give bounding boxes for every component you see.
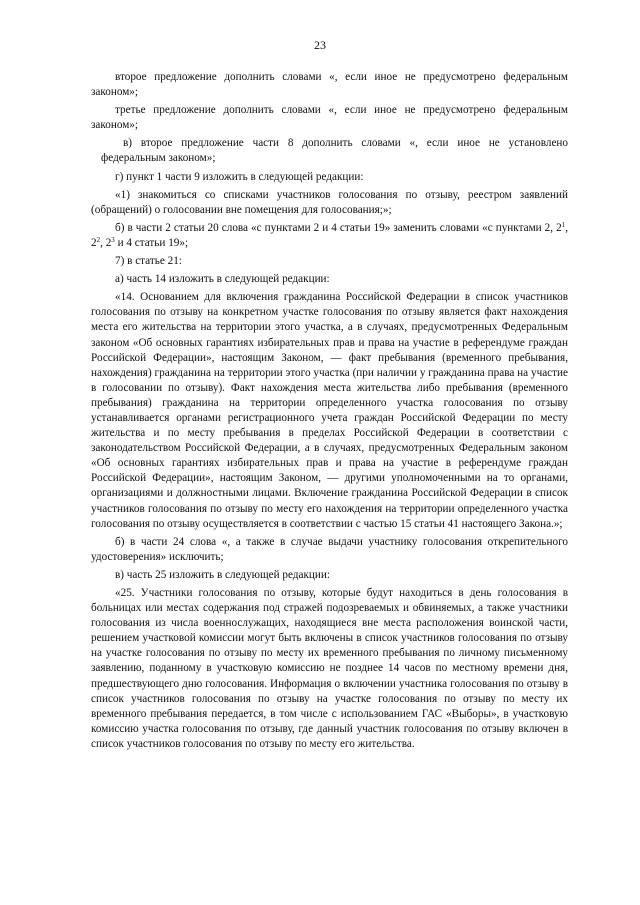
superscript: 3 xyxy=(111,235,115,244)
amendment-text: б) в части 2 статьи 20 слова «с пунктами 2 и 4 статьи 19» заменить словами «с пунктами 2, 2 xyxy=(115,221,562,234)
amendment-text: , 2 xyxy=(100,236,112,249)
paragraph: «1) знакомиться со списками участников голосования по отзыву, реестром заявлений (обращений) о голосовании вне помещения для голосования;»; xyxy=(91,188,568,216)
paragraph: «25. Участники голосования по отзыву, которые будут находиться в день голосования в больницах или местах содержания под стражей подозреваемых и обвиняемых, а также участники голосования из числа военнослужащих, находящиеся вне места расположения воинской части, решением участковой комиссии могут быть включены в список участников голосования по отзыву на участке голосования по отзыву по месту их временного пребывания по личному письменному заявлению, поданному в участковую комиссию не позднее 14 часов по местному времени дня, предшествующего дню голосования. Информация о включении участника голосования по отзыву в список участников голосования по отзыву на участке голосования по отзыву по месту их временного пребывания передается, в том числе с использованием ГАС «Выборы», в участковую комиссию участка голосования по отзыву, где данный участник голосования по отзыву включен в список участников голосования по отзыву по месту его жительства. xyxy=(91,587,568,750)
amendment-text: и 4 статьи 19»; xyxy=(114,236,189,249)
paragraph: а) часть 14 изложить в следующей редакции: xyxy=(115,273,330,286)
paragraph: б) в части 24 слова «, а также в случае выдачи участнику голосования открепительного удостоверения» исключить; xyxy=(91,535,568,563)
amendment-text: , 2 xyxy=(91,221,568,249)
paragraph: г) пункт 1 части 9 изложить в следующей редакции: xyxy=(115,170,364,183)
page-number: 23 xyxy=(314,38,326,52)
paragraph-amendment-6b xyxy=(91,221,568,251)
superscript: 1 xyxy=(561,220,566,229)
document-body xyxy=(91,70,568,755)
superscript: 2 xyxy=(96,235,101,244)
paragraph: в) второе предложение части 8 дополнить словами «, если иное не установлено федеральным законом»; xyxy=(101,137,568,165)
paragraph: 7) в статье 21: xyxy=(115,255,182,268)
paragraph: второе предложение дополнить словами «, если иное не предусмотрено федеральным законом»; xyxy=(91,71,568,99)
paragraph: третье предложение дополнить словами «, если иное не предусмотрено федеральным законом»; xyxy=(91,104,568,132)
paragraph: в) часть 25 изложить в следующей редакции: xyxy=(115,568,330,581)
paragraph: «14. Основанием для включения гражданина Российской Федерации в список участников голосования по отзыву на конкретном участке голосования по отзыву является факт нахождения места его жительства на территории этого участка, а в случаях, предусмотренных Федеральным законом «Об основных гарантиях избирательных прав и права на участие в референдуме граждан Российской Федерации», настоящим Законом, — факт пребывания (временного пребывания, нахождения) гражданина на территории этого участка (при наличии у гражданина права на участие в голосовании по отзыву). Факт нахождения места жительства либо пребывания (временного пребывания) гражданина на территории определенного участка голосования по отзыву устанавливается органами регистрационного учета граждан Российской Федерации по месту жительства и по месту пребывания в пределах Российской Федерации в соответствии с законодательством Российской Федерации, а в случаях, предусмотренных Федеральным законом «Об основных гарантиях избирательных прав и права на участие в референдуме граждан Российской Федерации», настоящим Законом, — другими уполномоченными на то органами, организациями и должностными лицами. Включение гражданина Российской Федерации в список участников голосования по отзыву по месту его нахождения на территории определенного участка голосования по отзыву осуществляется в соответствии с частью 15 статьи 41 настоящего Закона.»; xyxy=(91,291,568,530)
